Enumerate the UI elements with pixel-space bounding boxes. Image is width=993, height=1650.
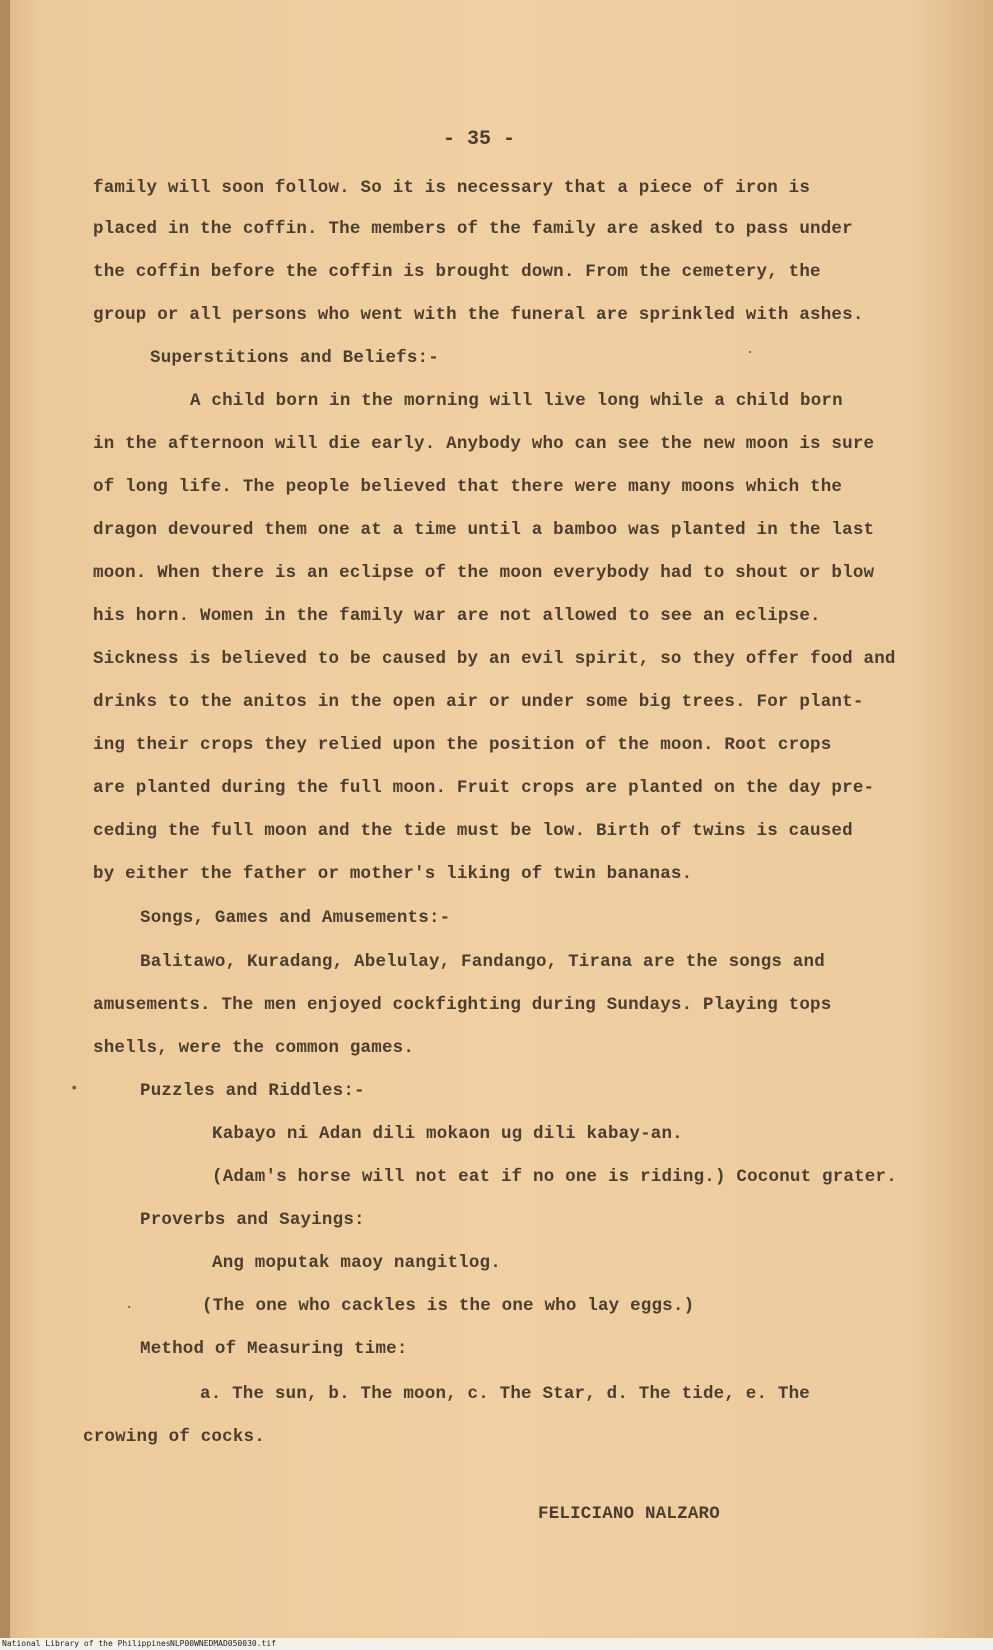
text-line: crowing of cocks.: [83, 1427, 265, 1447]
text-line: of long life. The people believed that there were many moons which the: [93, 477, 843, 497]
text-line: placed in the coffin. The members of the family are asked to pass under: [93, 219, 853, 239]
text-line: in the afternoon will die early. Anybody who can see the new moon is sure: [93, 434, 875, 454]
text-line: the coffin before the coffin is brought down. From the cemetery, the: [93, 262, 821, 282]
section-heading: Method of Measuring time:: [140, 1339, 408, 1359]
text-line: are planted during the full moon. Fruit crops are planted on the day pre-: [93, 778, 875, 798]
text-line: Balitawo, Kuradang, Abelulay, Fandango, Tirana are the songs and: [140, 952, 825, 972]
footer-source: National Library of the Philippines: [2, 1639, 171, 1648]
text-line: drinks to the anitos in the open air or under some big trees. For plant-: [93, 692, 864, 712]
footer-file: NLP00WNEDMAD050030.tif: [170, 1639, 276, 1648]
margin-dot: •: [70, 1081, 79, 1097]
riddle-text: Kabayo ni Adan dili mokaon ug dili kabay-an.: [212, 1124, 683, 1144]
paper-speck: ·: [746, 345, 755, 361]
page-edge: [0, 0, 10, 1650]
text-line: group or all persons who went with the funeral are sprinkled with ashes.: [93, 305, 864, 325]
scan-footer: [0, 1638, 993, 1650]
text-line: dragon devoured them one at a time until a bamboo was planted in the last: [93, 520, 875, 540]
page-number: - 35 -: [443, 128, 516, 151]
text-line: family will soon follow. So it is necessary that a piece of iron is: [93, 178, 811, 198]
text-line: ing their crops they relied upon the position of the moon. Root crops: [93, 735, 832, 755]
section-heading: Puzzles and Riddles:-: [140, 1081, 365, 1101]
riddle-translation: (Adam's horse will not eat if no one is riding.) Coconut grater.: [212, 1167, 897, 1187]
text-line: A child born in the morning will live long while a child born: [190, 391, 843, 411]
text-line: shells, were the common games.: [93, 1038, 415, 1058]
text-line: moon. When there is an eclipse of the moon everybody had to shout or blow: [93, 563, 875, 583]
text-line: ceding the full moon and the tide must be low. Birth of twins is caused: [93, 821, 853, 841]
proverb-text: Ang moputak maoy nangitlog.: [212, 1253, 501, 1273]
proverb-translation: (The one who cackles is the one who lay eggs.): [202, 1296, 695, 1316]
text-line: a. The sun, b. The moon, c. The Star, d. The tide, e. The: [200, 1384, 810, 1404]
signature-name: FELICIANO NALZARO: [538, 1504, 720, 1524]
text-line: his horn. Women in the family war are not allowed to see an eclipse.: [93, 606, 821, 626]
text-line: by either the father or mother's liking of twin bananas.: [93, 864, 693, 884]
section-heading: Superstitions and Beliefs:-: [150, 348, 439, 368]
section-heading: Songs, Games and Amusements:-: [140, 908, 451, 928]
text-line: amusements. The men enjoyed cockfighting during Sundays. Playing tops: [93, 995, 832, 1015]
margin-dot: ·: [125, 1300, 134, 1316]
text-line: Sickness is believed to be caused by an evil spirit, so they offer food and: [93, 649, 896, 669]
section-heading: Proverbs and Sayings:: [140, 1210, 365, 1230]
